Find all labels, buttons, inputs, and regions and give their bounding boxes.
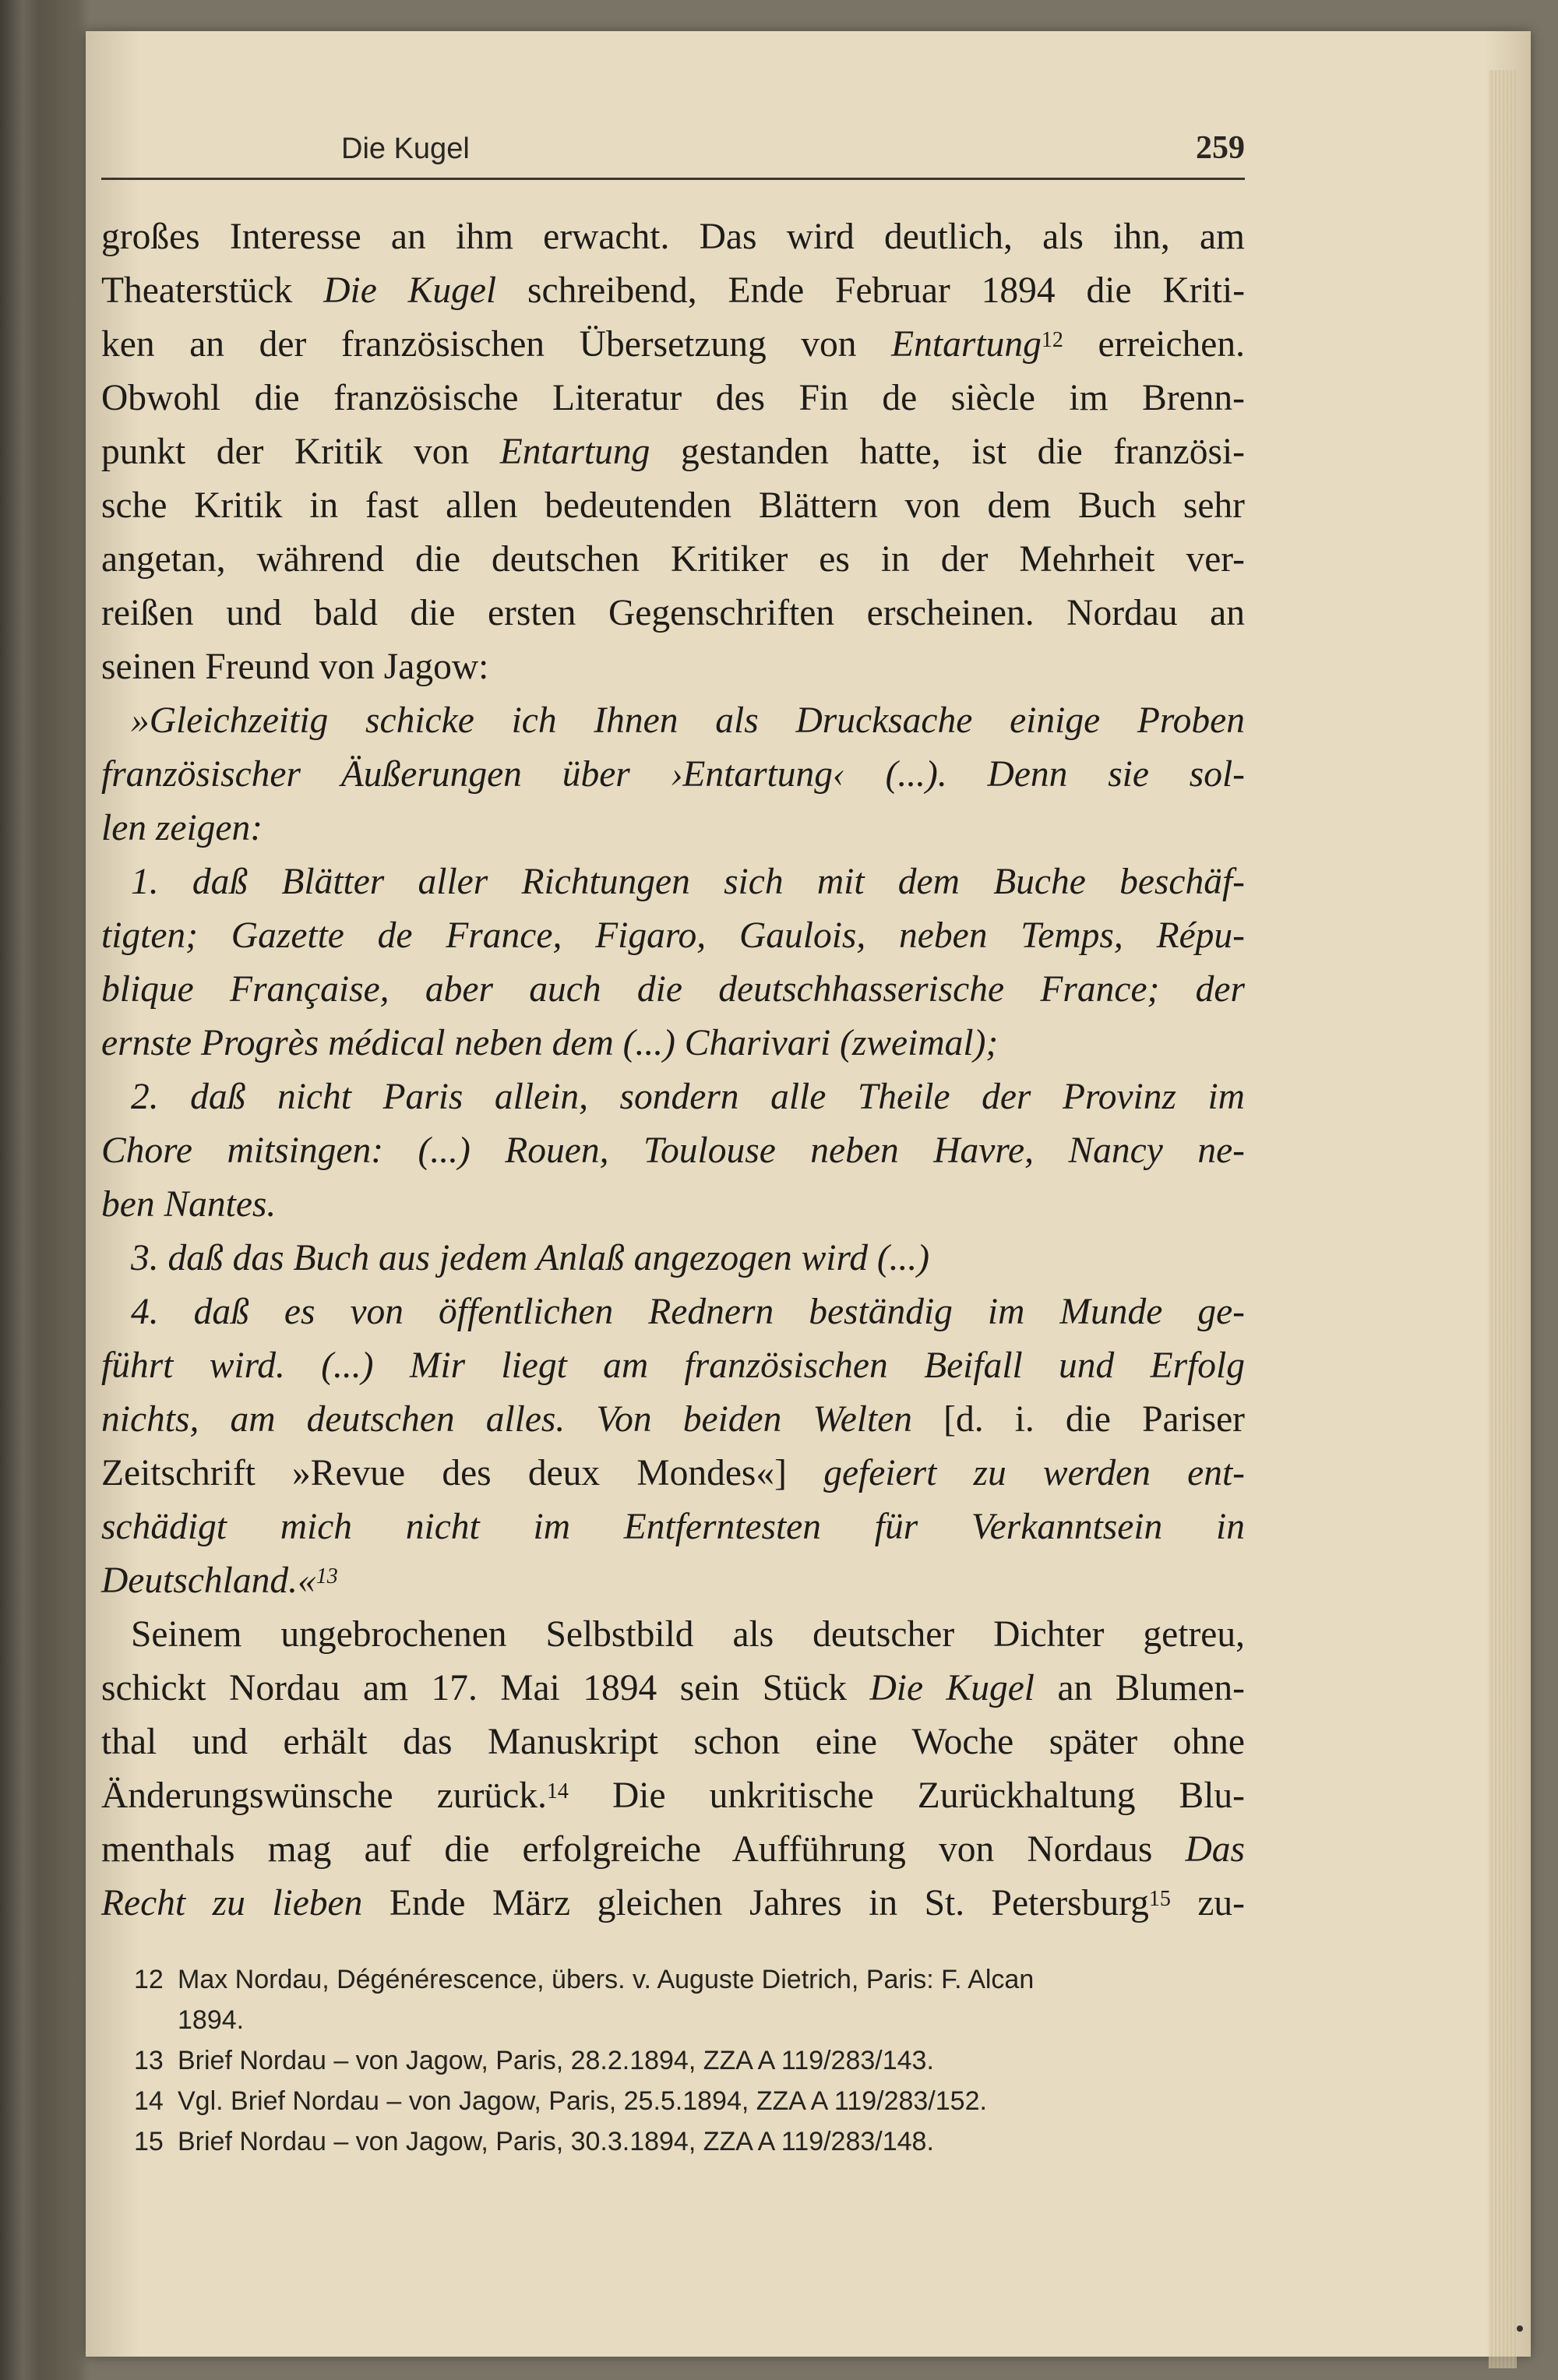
footnote-number: 12 [134, 1965, 164, 1994]
quote-line: 2. daß nicht Paris allein, sondern alle Theile der Provinz im [131, 1077, 1245, 1117]
quote-line: schädigt mich nicht im Entferntesten für Verkanntsein in [101, 1507, 1245, 1547]
footnote-number: 15 [134, 2127, 164, 2156]
text-line: schickt Nordau am 17. Mai 1894 sein Stück Die Kugel an Blumen- [101, 1668, 1245, 1708]
quote-line: französischer Äußerungen über ›Entartung‹ (...). Denn sie sol- [101, 754, 1245, 795]
body-text [101, 210, 1245, 1930]
text-line: Obwohl die französische Literatur des Fin de siècle im Brenn- [101, 378, 1245, 418]
quote-line: Chore mitsingen: (...) Rouen, Toulouse neben Havre, Nancy ne- [101, 1130, 1245, 1171]
footnote-text: Brief Nordau – von Jagow, Paris, 30.3.1894, ZZA A 119/283/148. [178, 2127, 934, 2156]
text-line: Änderungswünsche zurück.$^{14}$ Die unkritische Zurückhaltung Blu- [101, 1775, 1245, 1816]
quote-line: Zeitschrift »Revue des deux Mondes«] gefeiert zu werden ent- [101, 1453, 1245, 1493]
footnote [134, 1959, 1245, 2040]
footnotes [134, 1959, 1245, 2162]
page-number: 259 [1196, 130, 1245, 166]
page-edges [1489, 70, 1517, 2368]
footnote-ref: 14 [546, 1779, 569, 1804]
quote-line: führt wird. (...) Mir liegt am französischen Beifall und Erfolg [101, 1345, 1245, 1386]
quote-line: len zeigen: [101, 808, 263, 848]
text-line: reißen und bald die ersten Gegenschriften erscheinen. Nordau an [101, 593, 1245, 633]
footnote [134, 2081, 1245, 2121]
text-line: seinen Freund von Jagow: [101, 647, 489, 687]
quote-line: Deutschland.«$^{13}$ [101, 1560, 338, 1601]
footnote [134, 2040, 1245, 2081]
text-line: Seinem ungebrochenen Selbstbild als deutscher Dichter getreu, [131, 1614, 1245, 1655]
text-line: punkt der Kritik von Entartung gestanden hatte, ist die französi- [101, 432, 1245, 472]
footnote-text: 1894. [178, 2005, 245, 2035]
text-line: ken an der französischen Übersetzung von Entartung$^{12}$ erreichen. [101, 324, 1245, 365]
footnote-ref: 12 [1041, 328, 1063, 352]
footnote-ref: 15 [1148, 1887, 1171, 1911]
footnote-number: 14 [134, 2086, 164, 2116]
footnote-text: Vgl. Brief Nordau – von Jagow, Paris, 25.5.1894, ZZA A 119/283/152. [178, 2086, 987, 2116]
quote-line: tigten; Gazette de France, Figaro, Gaulois, neben Temps, Répu- [101, 915, 1245, 956]
footnote [134, 2121, 1245, 2162]
quote-line: 1. daß Blätter aller Richtungen sich mit dem Buche beschäf- [131, 862, 1245, 902]
text-line: thal und erhält das Manuskript schon eine Woche später ohne [101, 1722, 1245, 1762]
footnote-text: Max Nordau, Dégénérescence, übers. v. Auguste Dietrich, Paris: F. Alcan [178, 1965, 1035, 1994]
running-title: Die Kugel [341, 132, 470, 165]
running-head [341, 132, 1245, 176]
quote-line: »Gleichzeitig schicke ich Ihnen als Drucksache einige Proben [131, 700, 1245, 741]
footnote-number: 13 [134, 2046, 164, 2075]
text-line: Theaterstück Die Kugel schreibend, Ende Februar 1894 die Kriti- [101, 270, 1246, 311]
text-line: angetan, während die deutschen Kritiker es in der Mehrheit ver- [101, 539, 1245, 580]
header-rule [101, 178, 1245, 180]
quote-line: ben Nantes. [101, 1184, 277, 1225]
text-line: Recht zu lieben Ende März gleichen Jahres in St. Petersburg$^{15}$ zu- [101, 1883, 1245, 1923]
footnote-ref: 13 [315, 1564, 338, 1588]
quote-line: ernste Progrès médical neben dem (...) Charivari (zweimal); [101, 1023, 999, 1063]
text-line: menthals mag auf die erfolgreiche Aufführung von Nordaus Das [101, 1829, 1245, 1870]
footnote-text: Brief Nordau – von Jagow, Paris, 28.2.1894, ZZA A 119/283/143. [178, 2046, 934, 2075]
quote-line: 4. daß es von öffentlichen Rednern beständig im Munde ge- [131, 1292, 1245, 1332]
quote-line: nichts, am deutschen alles. Von beiden Welten [d. i. die Pariser [101, 1399, 1245, 1440]
page-mark [1517, 2325, 1523, 2332]
quote-line: blique Française, aber auch die deutschhasserische France; der [101, 969, 1245, 1010]
text-line: großes Interesse an ihm erwacht. Das wird deutlich, als ihn, am [101, 217, 1245, 257]
quote-line: 3. daß das Buch aus jedem Anlaß angezogen wird (...) [131, 1238, 930, 1278]
text-line: sche Kritik in fast allen bedeutenden Blättern von dem Buch sehr [101, 485, 1245, 526]
